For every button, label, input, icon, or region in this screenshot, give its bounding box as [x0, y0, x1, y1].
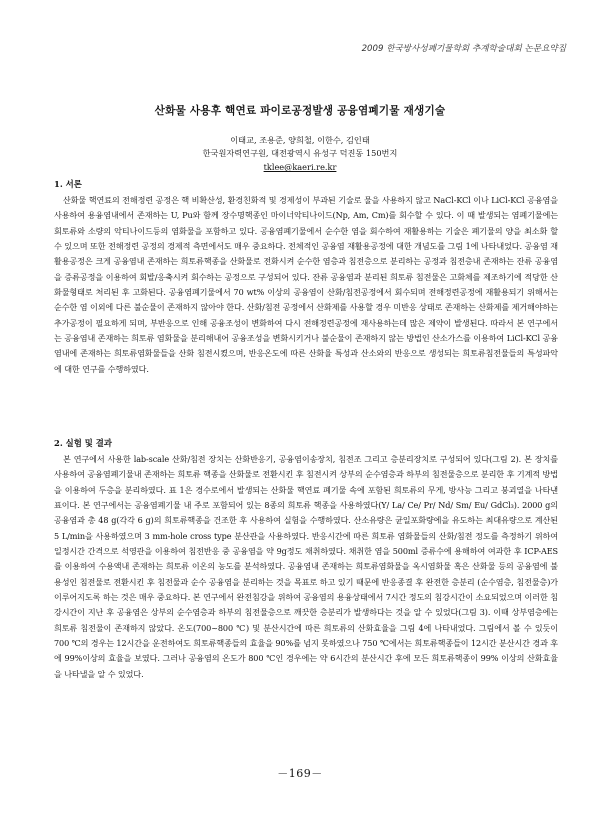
running-head: 2009 한국방사성폐기물학회 추계학술대회 논문요약집 — [361, 44, 566, 54]
author-list: 이태교, 조용준, 양희철, 이한수, 김인태 — [230, 135, 370, 145]
section-heading: 2. 실험 및 결과 — [54, 438, 112, 448]
author-email: tklee@kaeri.re.kr — [263, 162, 337, 172]
page-number: －169－ — [277, 767, 323, 780]
section-body: 산화물 핵연료의 전해정련 공정은 핵 비확산성, 환경친화적 및 경제성이 부과된 기술로 물을 사용하지 않고 NaCl-KCl 이나 LiCl-KCl 공융염을 사용하여 용융염내에서 존재하는 U, Pu와 함께 장수명핵종인 마이너악티나이드(Np, Am, Cm)를 회수할 수 있다. 이 때 발생되는 염폐기물에는 회토류와 소량의 악티나이드등의 염화물을 포함하고 있다. 공융염폐기물에서 순수한 염을 회수하여 재활용하는 기술은 폐기물의 양을 최소화 할 수 있으며 또한 전해정련 공정의 경제적 측면에서도 매우 중요하다. 전체적인 공융염 재활용공정에 대한 개념도를 그림 1에 나타내었다. 공융염 재활용공정은 크게 공융염내 존재하는 희토류핵종을 산화물로 전화시켜 순수한 염층과 침전층으로 분리하는 공정과 침전층내 존재하는 잔류 공융염을 증류공정을 이용하여 회발/응축시켜 회수하는 공정으로 구성되어 있다. 잔류 공융염과 분리된 희토류 침전물은 고화체를 제조하기에 적당한 산화물형태로 처리된 후 고화된다. 공융염폐기물에서 70 wt% 이상의 공융염이 산화/침전공정에서 회수되며 전해정련공정에 재활용되기 위해서는 순수한 염 이외에 다른 불순물이 존재하지 않아야 한다. 산화/침전 공정에서 산화제를 사용할 경우 미반응 상태로 존재하는 산화제를 제거해야하는 추가공정이 필요하게 되며, 부반응으로 인해 공융조성이 변화하여 다시 전해정련공정에 재사용하는데 많은 제약이 발생된다. 따라서 본 연구에서는 공융염내 존재하는 희토류 염화물을 분리해내어 공융조성을 변화시키거나 불순물이 존재하지 않는 방법인 산소가스를 이용하여 LiCl-KCl 공융염내에 존재하는 희토류염화물들을 산화 침전시켰으며, 반응온도에 따른 산화율 특성과 산소와의 반응으로 생성되는 희토류침전물들의 특성파악에 대한 연구를 수행하였다. — [54, 195, 558, 374]
section-body: 본 연구에서 사용한 lab-scale 산화/침전 장치는 산화반응기, 공융염이송장치, 침전조 그리고 층분리장치로 구성되어 있다(그림 2). 본 장치를 사용하여 공융염폐기물내 존재하는 희토류 핵종을 산화물로 전환시킨 후 침전시켜 상부의 순수염층과 하부의 침전물층으로 분리한 후 기계적 방법을 이용하여 두층을 분리하였다. 표 1은 경수로에서 발생되는 산화물 핵연료 폐기물 속에 포함된 희토류의 무게, 방사능 그리고 붕괴열을 나타낸 표이다. 본 연구에서는 공융염폐기물 내 주로 포함되어 있는 8종의 희토류 핵종을 사용하였다(Y/ La/ Ce/ Pr/ Nd/ Sm/ Eu/ GdCl₃). 2000 g의 공융염과 총 48 g(각각 6 g)의 희토류핵종을 건조한 후 사용하여 실험을 수행하였다. 산소유량은 균일포화량에을 유도하는 최대유량으로 계산된 5 L/min을 사용하였으며 3 mm-hole cross type 분산관을 사용하였다. 반응시간에 따른 희토류 염화물들의 산화/침전 정도를 측정하기 위하여 일정시간 간격으로 석영관을 이용하여 침전반응 중 공융염을 약 9g정도 채취하였다. 채취한 염을 500ml 증류수에 용해하여 여과한 후 ICP-AES를 이용하여 수용액내 존재하는 희토류 이온의 농도를 분석하였다. 공융염내 존재하는 희토류염화물을 옥시염화물 혹은 산화물 등의 공융염에 불용성인 침전물로 전환시킨 후 침전물과 순수 공융염을 분리하는 것을 목표로 하고 있기 때문에 반응종결 후 완전한 층분리 (순수염층, 침전물층)가 이루어지도록 하는 것은 매우 중요하다. 본 연구에서 완전침강을 위하여 공융염의 용융상태에서 7시간 정도의 침강시간이 소요되었으며 이러한 침강시간이 지난 후 공융염은 상부의 순수염층과 하부의 침전물층으로 깨끗한 층분리가 발생하다는 것을 알 수 있었다(그림 3). 이때 상부염층에는 희토류 침전물이 존재하지 않았다. 온도(700~800 ℃) 및 분산시간에 따른 희토류의 산화효율을 그림 4에 나타내었다. 그림에서 볼 수 있듯이 700 ℃의 경우는 12시간을 운전하여도 희토류핵종들의 효율을 90%를 넘지 못하였으나 750 ℃에서는 희토류핵종들이 12시간 분산시간 경과 후에 99%이상의 효율을 보였다. 그러나 공융염의 온도가 800 ℃인 경우에는 약 6시간의 분산시간 후에 모든 희토류핵종이 99% 이상의 산화효율을 나타낼을 알 수 있었다. — [54, 454, 558, 679]
section-introduction — [54, 178, 558, 377]
affiliation: 한국원자력연구원, 대전광역시 유성구 덕진동 150번지 — [202, 148, 398, 158]
section-experiment-results — [54, 437, 558, 682]
section-heading: 1. 서론 — [54, 179, 82, 189]
paper-title: 산화물 사용후 핵연료 파이로공정발생 공융염폐기물 재생기술 — [154, 105, 446, 117]
